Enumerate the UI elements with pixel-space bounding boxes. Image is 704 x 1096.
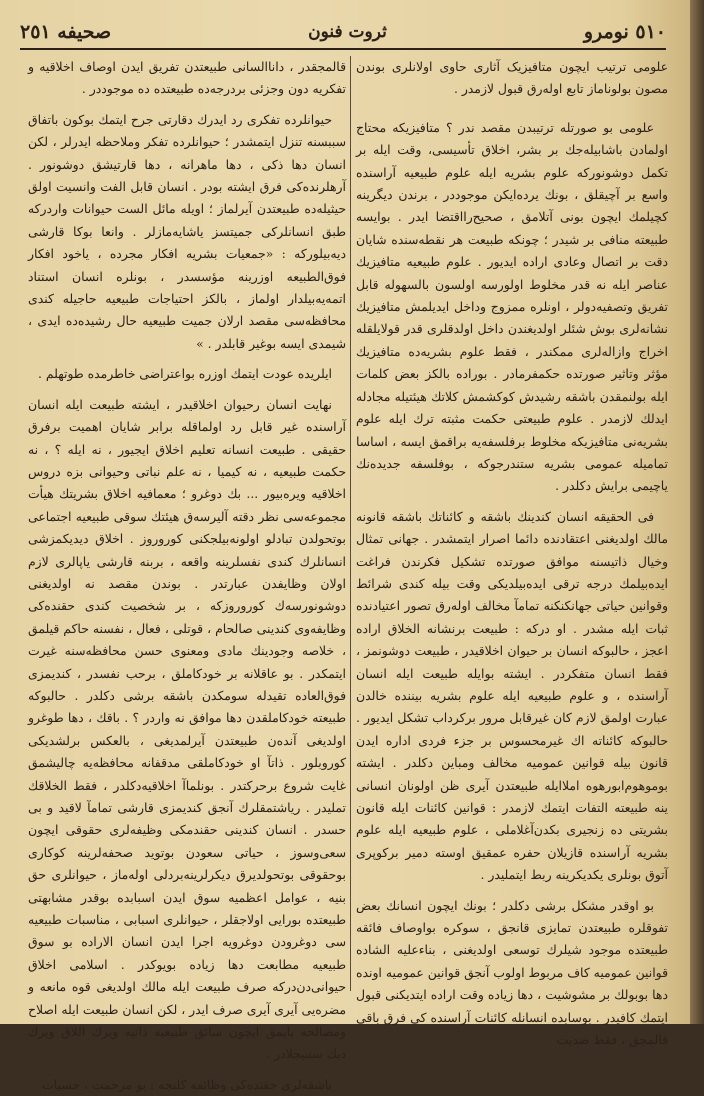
issue-number: ٥١٠ نومرو — [583, 21, 666, 43]
paragraph: باشقه‌لری حقنده‌کی وظائفه کلنجه : بو مرحمت ، حسیات — [42, 1076, 332, 1092]
paragraph: علومی بو صورتله ترتیبدن مقصد ندر ؟ متافیزیکه محتاج اولمادن باشابیله‌جك بر بشر، اخلاق تأسیسی، وقت ایله بر تکمل دوشونورکه علوم بشریه ایله علوم طبیعیه آراسنده واسع بر آچیقلق ، بونك یرده‌ایکن موجوددر ، برندن دیگرینه کچیلمك ایچون بونی آتلامق ، صحیح‌رااقتضا ایدر . بوایسه طبیعته منافی بر شیدر ؛ چونکه طبیعت هر نقطه‌سنده شایان دقت بر اتصال وعادی اراده ایدیور . علوم طبیعیه متافیزیك عناصر ایله نه قدر مخلوط اولورسه اولسون بالسهوله قابل تفریق وتصفیه‌دولر ، اونلره ممزوج وداخل ایدیلمش متافیزیك نشانه‌لری بوش شئلر اولدیغندن داخل اولدقلری قدر قولایلقله اخراج وازاله‌لری ممکندر ، فقط علوم بشریه‌ده متافیزیك مؤثر وتاثیر صورتده حکمفرمادر . بوراده بالکز بعض کلمات ایله بولنمقدن باشقه رشیدش کوکشمش کلاتك هیئتیله مجادله ایدلك لازمدر . علوم طبیعتی حکمت مثبته ترك ایله علوم بشریه‌نی متافیزیکه مخلوط برفلسفه‌یه براقمق ایسه ، اساسا تمامیله عمومی بشریه ستندرجوکه ، بوفلسفه جدیده‌نك یاچیمی برایش دکلدر . — [356, 119, 668, 494]
column-divider — [350, 56, 351, 991]
paragraph: علومی ترتیب ایچون متافیزیک آثاری حاوی اولانلری بوندن مصون بولوناماز تابع اوله‌رق قبول لازمدر . — [356, 59, 668, 97]
paragraph: قالمجقدر ، داناالسانی طبیعتدن تفریق ایدن اوصاف اخلاقیه و تفکریه دون وجزئی بردرجه‌ده طبیعتده ده موجوددر . — [28, 59, 346, 97]
journal-title: ثروت فنون — [308, 22, 387, 42]
header-rule — [20, 48, 666, 50]
paragraph: ایلریده عودت ایتمك اوزره بواعتراضی خاطرمده طوتهلم . — [38, 366, 332, 382]
right-column — [356, 56, 668, 1048]
paragraph: نهایت انسان رحیوان اخلاقیدر ، ایشته طبیعت ایله انسان آراسنده غیر قابل رد اولماقله برابر شایان اهمیت برفرق حقیقی . طبیعت انسانه تعلیم اخلاق ایجیور ، نه ایله ؟ ، نه حکمت طبیعیه ، نه کیمیا ، نه علم نباتی وحیوانی بزه دروس اخلاقیه ویره‌بیور ... بك دوغرو ؛ معمافیه اخلاق بشریتك هیأت مجموعه‌سی نظر دقته آلیرسه‌ق هیئتك سوقی طبیعیه اجتماعی بوتحولدن تبادلو اولونه‌بیلجکنی کوروروز . اخلاق دیدیکمزشی انسانلرك کندی نفسلرینه واقعه ، بربنه قارشی یاپالری لازم اولان وظایفدن عبارتدر . بوندن مقصد نه اولدیغنی دوشونورسه‌ك کوروروزکه ، بر شخصیت کندی حقنده‌کی وظایفه‌وی کندینی صالحام ، قوتلی ، فعال ، نفسنه حاکم قیلمق ، خلاصه وجودینك مادی ومعنوی حسن محافظه‌سنه غیرت ایتمکدر . بو عاقلانه بر خودکاملق ، برحب نفسدر ، کندیمزی فوق‌العاده تقیدله سومکدن باشقه برشی دکلدر . حالبوکه طبیعته خودکاملقدن دها موافق نه واردر ؟ . باقك ، دها طوغرو اولدیغی آنده‌ن طبیعتدن آیرلمدیغی ، بالعکس برلشدیکی کوروبلور . ذاتآ او خودکاملقی مدقفانه محافظه‌یه چالیشمق غایت شروع برحرکتدر . بونلماآ اخلاقیه‌دکلدر ، فقط الخلاقك تملیدر . ریاشتمقلرك آنجق کندیمزی قارشی تمامآ لاقید و بی حسدر . انسان کندینی حقندمکی وظیفه‌لری حقوقی ایچون سعی‌وسوز ، حیاتی سعودن بوتوید صحفه‌لرینه کوکاری بوحقوقی بوتحولدیرق دیکرلرینه‌بردلی اوله‌ماز ، حیوانلری حق بنیه ، عوامل اعظمیه سوق ایدن اسبابده بوقدر مشابهتی طبیعتده بورایی اولاجقلر ، حیوانلری اسبابی ، مناسبات طبیعیه سی دوغرودن دوغرویه اجرا ایدن انسان الاراده بو سوق طبیعیه مطابعت دها زیاده بویوكدر . اسلامی اخلاق حیوانی‌دن‌درکه صرف طبیعت ایله مالك اولدیغی قوه مانعه و مضره‌یی آیری آیری صرف ایدر ، لکن انسان طبیعت ایله اصلاح ومصالحه یاپمق ایچون سائق طبیعیه ذاتیه ویرك اللاق ویرك دیك سنبیجلادر . — [28, 396, 347, 1062]
book-spine — [690, 0, 704, 1024]
paragraph: فی الحقیقه انسان کندینك باشقه و کائناتك باشقه قانونه مالك اولدیغنی اعتقادنده دائما اصرار ایتمشدر . جهانی تمثال وخیال ذاتیسنه موافق صورتده تشکیل فکرندن فراغت ایده‌بیلمك درجه ترقی ایده‌بیلدیکی وقت بیله کندی شرائط وقوانین حیاتی جهانکنکنه تمامآ مخالف اوله‌رق تصور اعتیادنده ثبات ایله مشدر . او درکه : طبیعت برنشانه الخلاق اراده اعجز ، حالبوکه انسان بر حیوان اخلاقیدر ، طبیعت دوشونمز ، فقط انسان متفکردر . ایشته بوایله طبیعت ایله انسان آراسنده ، و علوم طبیعیه ایله علوم بشریه بیننده خالدن عبارت اولمق لازم کان غیرقابل مرور برکرداب تشکل ایدیور . حالبوکه کائناته اك غیرمحسوس بر جزء فردی اداره ایدن قانون بیله قوانین عمومیه مخالف ومباین دکلدر . ایشته بوموهوم‌ابورهوه املاایله طبیعتدن آیری ظن اولونان انسانی ینه طبیعته التفات ایتمك لازمدر : قوانین کائنات ایله قانون بشریتی ده زنجیری بکدن‌آغلاملی ، علوم طبیعیه ایله علوم بشریه آراسنده قازیلان حفره عمقیق اوسته دمیر برکوپری آتوق بونلری یکدیکرینه ربط ایتملیدر . — [356, 508, 668, 883]
left-column — [28, 56, 347, 1092]
paragraph: بو اوقدر مشکل برشی دکلدر ؛ بونك ایچون انسانك بعض تفوقلره طبیعتدن تمایزی قانجق ، سوکره بواوصاف فائقه طبیعتده موجود شیلرك توسعی اولدیغنی ، بناءعلیه الشاده قوانین عمومیه کاف مربوط اولوب آنجق قوانین عمومیه اونده دها بوبولك بر مشوشیت ، دها زیاده وقت اراده ایتدیکنی قبول ایتمك کافیدر . بوسابده انسانله کائنات آراسنده کی فرق باقی قالمجق ، فقط ضدیت — [356, 897, 668, 1048]
paragraph: حیوانلرده تفکری رد ایدرك دقارتی جرح ایتمك بوکون باتفاق سببسنه تنزل ایتمشدر ؛ حیوانلرده تفکر وملاحظه ایدرلر ، لکن انسان دها ذکی ، دها ماهرانه ، دها قارتیشق دوشونور . آرهلرنده‌کی فرق ایشته بودر . انسان قابل الفت وانسیت اولق حیثیله‌ده طبیعتدن آیرلماز ؛ اویله مائل الست حیوانات واردرکه طبق انسانلرکی جمیتسز یاشایه‌مازلر . وانعا بوکا قارشی دیه‌بیلورکه : «جمعیات بشریه افکار مجرده ، یاخود افکار فوق‌الطبیعه اوزرینه مؤسسدر ، بونلره انسان استناد اتمه‌یه‌بیلدار اولماز ، بالکز احتیاجات طبیعیه حاجیله کندی محافظه‌سی مقصد ارلان جمیت طبیعیه حال رشیده‌ده ایدی ، شیمدی ایسه بوغیر قابلدر . » — [28, 111, 346, 351]
page-number: صحیفه ٢٥١ — [20, 21, 112, 43]
page-header — [20, 14, 666, 50]
